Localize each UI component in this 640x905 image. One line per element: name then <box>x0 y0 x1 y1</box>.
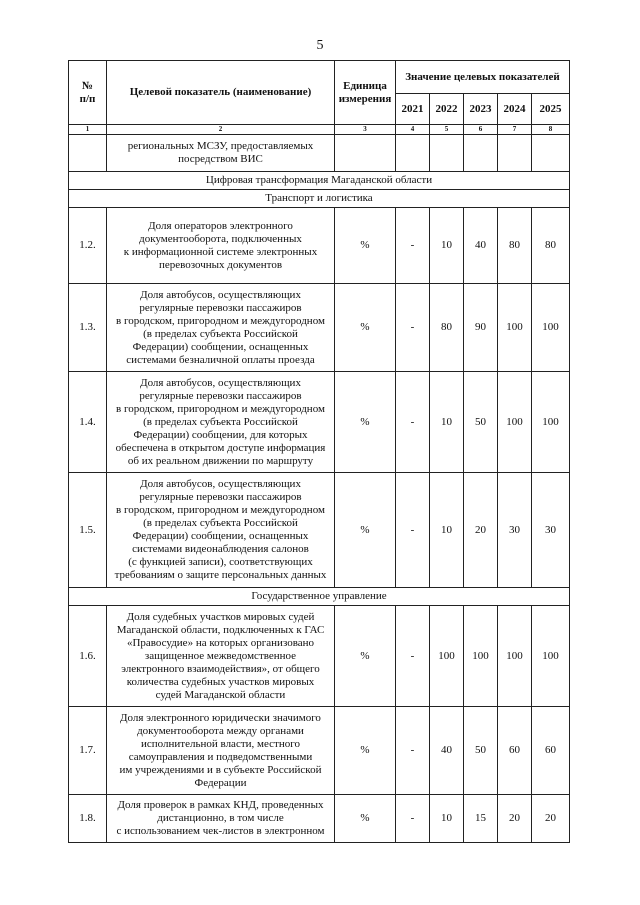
row-value: 100 <box>532 284 570 372</box>
row-value: 20 <box>498 795 532 843</box>
row-number: 1.3. <box>69 284 107 372</box>
row-number: 1.4. <box>69 372 107 473</box>
row-unit: % <box>335 707 396 795</box>
column-number: 3 <box>335 125 396 135</box>
table-row <box>69 372 570 473</box>
column-number: 8 <box>532 125 570 135</box>
row-unit: % <box>335 795 396 843</box>
section-title: Цифровая трансформация Магаданской области <box>69 172 570 190</box>
row-value: - <box>396 372 430 473</box>
row-name: региональных МСЗУ, предоставляемых посредством ВИС <box>107 135 335 172</box>
row-value: 60 <box>498 707 532 795</box>
header-num: № п/п <box>69 61 107 125</box>
row-value: 50 <box>464 707 498 795</box>
row-value: - <box>396 284 430 372</box>
row-value: 100 <box>430 606 464 707</box>
row-value: 100 <box>532 606 570 707</box>
row-value: 40 <box>430 707 464 795</box>
row-value: 30 <box>532 473 570 588</box>
row-name: Доля электронного юридически значимого документооборота между органами исполнительной власти, местного самоуправления и подведомственными им учреждениями и в субъекте Российской Федерации <box>107 707 335 795</box>
table-row <box>69 208 570 284</box>
header-year: 2021 <box>396 94 430 125</box>
row-value: - <box>396 473 430 588</box>
row-value: 15 <box>464 795 498 843</box>
row-value: 80 <box>430 284 464 372</box>
row-value: 30 <box>498 473 532 588</box>
row-value: 50 <box>464 372 498 473</box>
header-indicator: Целевой показатель (наименование) <box>107 61 335 125</box>
row-value: - <box>396 707 430 795</box>
row-unit: % <box>335 473 396 588</box>
section-title: Транспорт и логистика <box>69 190 570 208</box>
indicators-table <box>68 60 570 843</box>
row-number: 1.2. <box>69 208 107 284</box>
table-row <box>69 284 570 372</box>
column-number: 6 <box>464 125 498 135</box>
header-values-group: Значение целевых показателей <box>396 61 570 94</box>
row-number: 1.6. <box>69 606 107 707</box>
column-number: 2 <box>107 125 335 135</box>
table-row <box>69 473 570 588</box>
header-unit: Единица измерения <box>335 61 396 125</box>
column-number: 4 <box>396 125 430 135</box>
row-value: 100 <box>498 372 532 473</box>
row-value: 100 <box>532 372 570 473</box>
row-value: 10 <box>430 372 464 473</box>
row-value: 40 <box>464 208 498 284</box>
section-row-government <box>69 588 570 606</box>
row-name: Доля автобусов, осуществляющих регулярные перевозки пассажиров в городском, пригородном и междугородном (в пределах субъекта Российской Федерации) сообщении, оснащенных системами безналичной оплаты проезда <box>107 284 335 372</box>
row-value: - <box>396 795 430 843</box>
row-value: 100 <box>498 606 532 707</box>
row-value: 10 <box>430 795 464 843</box>
header-year: 2025 <box>532 94 570 125</box>
row-unit: % <box>335 372 396 473</box>
row-unit: % <box>335 606 396 707</box>
row-value: 100 <box>464 606 498 707</box>
header-year: 2024 <box>498 94 532 125</box>
row-number: 1.8. <box>69 795 107 843</box>
row-unit: % <box>335 208 396 284</box>
column-number-row <box>69 125 570 135</box>
section-title: Государственное управление <box>69 588 570 606</box>
continuation-row <box>69 135 570 172</box>
row-name: Доля автобусов, осуществляющих регулярные перевозки пассажиров в городском, пригородном и междугородном (в пределах субъекта Российской Федерации) сообщении, для которых обеспечена в открытом доступе информация об их реальном движении по маршруту <box>107 372 335 473</box>
row-value: - <box>396 208 430 284</box>
row-value: 10 <box>430 473 464 588</box>
column-number: 1 <box>69 125 107 135</box>
row-value: 20 <box>532 795 570 843</box>
row-number: 1.7. <box>69 707 107 795</box>
table-row <box>69 707 570 795</box>
row-value: 20 <box>464 473 498 588</box>
section-row-transport <box>69 190 570 208</box>
row-number: 1.5. <box>69 473 107 588</box>
header-year: 2023 <box>464 94 498 125</box>
row-value: 10 <box>430 208 464 284</box>
section-row-digital <box>69 172 570 190</box>
row-value: 80 <box>532 208 570 284</box>
page-number: 5 <box>316 38 324 53</box>
row-value: 90 <box>464 284 498 372</box>
row-name: Доля судебных участков мировых судей Магаданской области, подключенных к ГАС «Правосудие» на которых организовано защищенное межведомственное электронного взаимодействия», от общего количества судебных участков мировых судей Магаданской области <box>107 606 335 707</box>
table-row <box>69 795 570 843</box>
column-number: 5 <box>430 125 464 135</box>
row-value: - <box>396 606 430 707</box>
row-value: 60 <box>532 707 570 795</box>
row-name: Доля операторов электронного документооборота, подключенных к информационной системе электронных перевозочных документов <box>107 208 335 284</box>
row-unit: % <box>335 284 396 372</box>
header-year: 2022 <box>430 94 464 125</box>
row-value: 100 <box>498 284 532 372</box>
column-number: 7 <box>498 125 532 135</box>
row-name: Доля автобусов, осуществляющих регулярные перевозки пассажиров в городском, пригородном и междугородном (в пределах субъекта Российской Федерации) сообщении, оснащенных системами видеонаблюдения салонов (с функцией записи), соответствующих требованиям о защите персональных данных <box>107 473 335 588</box>
row-name: Доля проверок в рамках КНД, проведенных дистанционно, в том числе с использованием чек-листов в электронном <box>107 795 335 843</box>
row-value: 80 <box>498 208 532 284</box>
table-row <box>69 606 570 707</box>
